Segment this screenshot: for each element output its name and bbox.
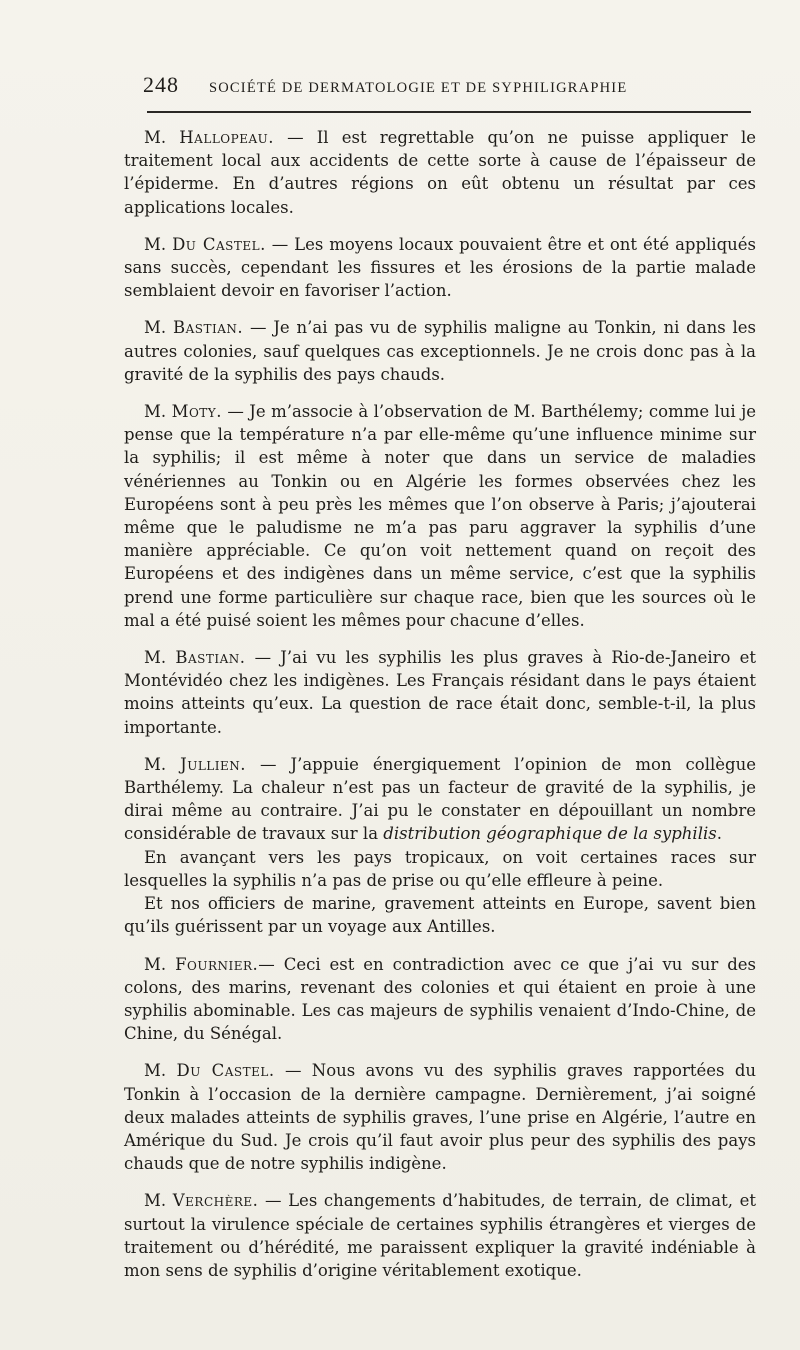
paragraph-bastian-1 <box>124 316 756 386</box>
speaker-name: Moty. <box>171 402 222 422</box>
speaker-prefix: M. <box>144 954 167 974</box>
speaker-prefix: M. <box>144 754 167 774</box>
header-rule <box>147 111 751 113</box>
paragraph-jullien <box>124 753 756 846</box>
speaker-name: Du Castel. <box>172 234 266 254</box>
paragraph-text-end: . <box>716 824 722 844</box>
paragraph-text: — J’ai vu les syphilis les plus graves à Rio-de-Janeiro et Montévidéo chez les indigènes. Les Français résidant dans le pays étaient moins atteints qu’eux. La question de race était donc, semble-t-il, la plus importante. <box>124 648 756 737</box>
paragraph-jullien-continued-1 <box>124 846 756 892</box>
text-column <box>124 126 756 1296</box>
paragraph-moty <box>124 400 756 632</box>
speaker-name: Bastian. <box>175 648 246 668</box>
paragraph-du-castel-1 <box>124 233 756 303</box>
paragraph-du-castel-2 <box>124 1059 756 1175</box>
cited-work-title: distribution géographique de la syphilis <box>383 824 717 844</box>
speaker-prefix: M. <box>144 1061 167 1081</box>
paragraph-text: En avançant vers les pays tropicaux, on voit certaines races sur lesquelles la syphilis n’a pas de prise ou qu’elle effleure à peine. <box>124 847 756 890</box>
speaker-name: Du Castel. <box>176 1061 275 1081</box>
running-head <box>143 72 753 104</box>
page-number: 248 <box>143 72 179 97</box>
speaker-prefix: M. <box>144 318 167 338</box>
speaker-prefix: M. <box>144 1191 167 1211</box>
paragraph-text: — Ceci est en contradiction avec ce que j’ai vu sur des colons, des marins, revenant des colonies et qui étaient en proie à une syphilis abominable. Les cas majeurs de syphilis venaient d’Indo-Chine, de Chine, du Sénégal. <box>124 954 756 1044</box>
journal-title: SOCIÉTÉ DE DERMATOLOGIE ET DE SYPHILIGRAPHIE <box>209 80 628 96</box>
speaker-prefix: M. <box>144 234 167 254</box>
speaker-prefix: M. <box>144 128 167 147</box>
paragraph-fournier <box>124 953 756 1046</box>
paragraph-bastian-2 <box>124 646 756 739</box>
speaker-prefix: M. <box>144 648 167 668</box>
paragraph-text: — Les changements d’habitudes, de terrain, de climat, et surtout la virulence spéciale de certaines syphilis étrangères et vierges de traitement ou d’hérédité, me paraissent expliquer la gravité indéniable à mon sens de syphilis d’origine véritablement exotique. <box>124 1191 756 1280</box>
paragraph-text: — Il est regrettable qu’on ne puisse appliquer le traitement local aux accidents de cette sorte à cause de l’épaisseur de l’épiderme. En d’autres régions on eût obtenu un résultat par ces applications locales. <box>124 128 756 217</box>
paragraph-jullien-continued-2 <box>124 892 756 938</box>
paragraph-text: — Les moyens locaux pouvaient être et ont été appliqués sans succès, cependant les fissures et les érosions de la partie malade semblaient devoir en favoriser l’action. <box>124 234 757 301</box>
speaker-name: Jullien. <box>180 754 247 774</box>
speaker-name: Bastian. <box>172 318 244 338</box>
paragraph-text: — J’appuie énergiquement l’opinion de mon collègue Barthélemy. La chaleur n’est pas un facteur de gravité de la syphilis, je dirai même au contraire. J’ai pu le constater en dépouillant un nombre considérable de travaux sur la <box>124 754 756 844</box>
paragraph-verchere <box>124 1189 756 1282</box>
paragraph-text: — Je m’associe à l’observation de M. Barthélemy; comme lui je pense que la température n’a par elle-même qu’une influence minime sur la syphilis; il est même à noter que dans un service de maladies vénériennes au Tonkin ou en Algérie les formes observées chez les Européens sont à peu près les mêmes que l’on observe à Paris; j’ajouterai même que le paludisme ne m’a pas paru aggraver la syphilis d’une manière appréciable. Ce qu’on voit nettement quand on reçoit des Européens et des indigènes dans un même service, c’est que la syphilis prend une forme particulière sur chaque race, bien que les sources où le mal a été puisé soient les mêmes pour chacune d’elles. <box>124 402 756 630</box>
speaker-prefix: M. <box>144 402 167 422</box>
speaker-name: Verchère. <box>172 1191 259 1211</box>
paragraph-text: Et nos officiers de marine, gravement atteints en Europe, savent bien qu’ils guérissent par un voyage aux Antilles. <box>124 894 756 937</box>
speaker-name: Hallopeau. <box>179 128 274 147</box>
paragraph-text: — Je n’ai pas vu de syphilis maligne au Tonkin, ni dans les autres colonies, sauf quelques cas exceptionnels. Je ne crois donc pas à la gravité de la syphilis des pays chauds. <box>124 318 757 384</box>
paragraph-hallopeau <box>124 126 756 219</box>
paragraph-text: — Nous avons vu des syphilis graves rapportées du Tonkin à l’occasion de la dernière campagne. Dernièrement, j’ai soigné deux malades atteints de syphilis graves, l’une prise en Algérie, l’autre en Amérique du Sud. Je crois qu’il faut avoir plus peur des syphilis des pays chauds que de notre syphilis indigène. <box>124 1061 757 1174</box>
speaker-name: Fournier. <box>175 954 259 974</box>
